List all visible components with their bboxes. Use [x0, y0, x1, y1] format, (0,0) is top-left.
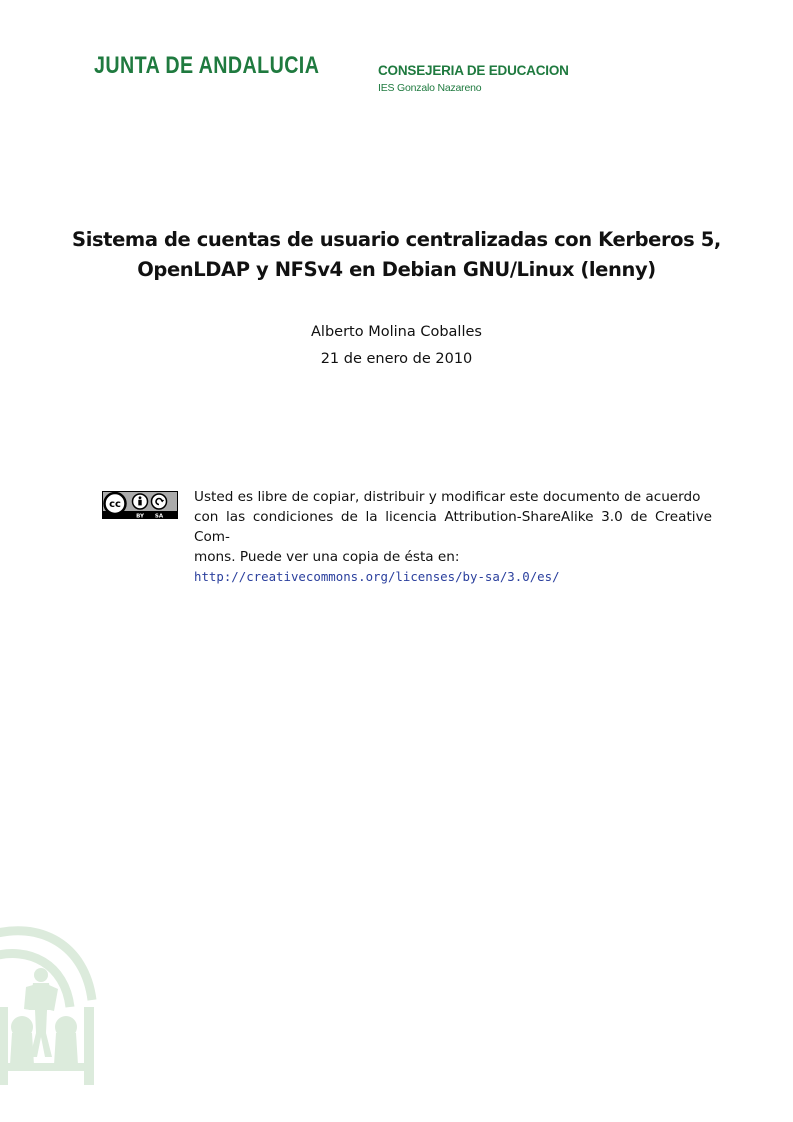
creative-commons-by-sa-icon	[102, 491, 178, 519]
document-title	[60, 225, 733, 285]
andalucia-emblem-icon	[0, 915, 100, 1090]
license-line-3: mons. Puede ver una copia de ésta en:	[194, 549, 460, 565]
department-name: CONSEJERIA DE EDUCACION	[378, 63, 569, 78]
cc-badge-label: cc	[109, 499, 121, 510]
sa-badge-label: SA	[154, 513, 164, 519]
license-line-1: Usted es libre de copiar, distribuir y modificar este documento de acuerdo	[194, 489, 701, 505]
brand-logo-text: JUNTA DE ANDALUCIA	[94, 52, 320, 79]
school-name: IES Gonzalo Nazareno	[378, 82, 482, 94]
license-url-link[interactable]: http://creativecommons.org/licenses/by-sa/3.0/es/	[194, 569, 560, 584]
license-line-2: con las condiciones de la licencia Attribution-ShareAlike 3.0 de Creative Com-	[194, 509, 712, 545]
document-author: Alberto Molina Coballes	[311, 324, 482, 340]
document-title-line-1: Sistema de cuentas de usuario centralizadas con Kerberos 5,	[72, 228, 721, 251]
by-badge-label: BY	[136, 513, 144, 519]
document-date: 21 de enero de 2010	[320, 351, 473, 367]
document-title-line-2: OpenLDAP y NFSv4 en Debian GNU/Linux (lenny)	[137, 258, 656, 281]
license-notice	[194, 487, 712, 587]
